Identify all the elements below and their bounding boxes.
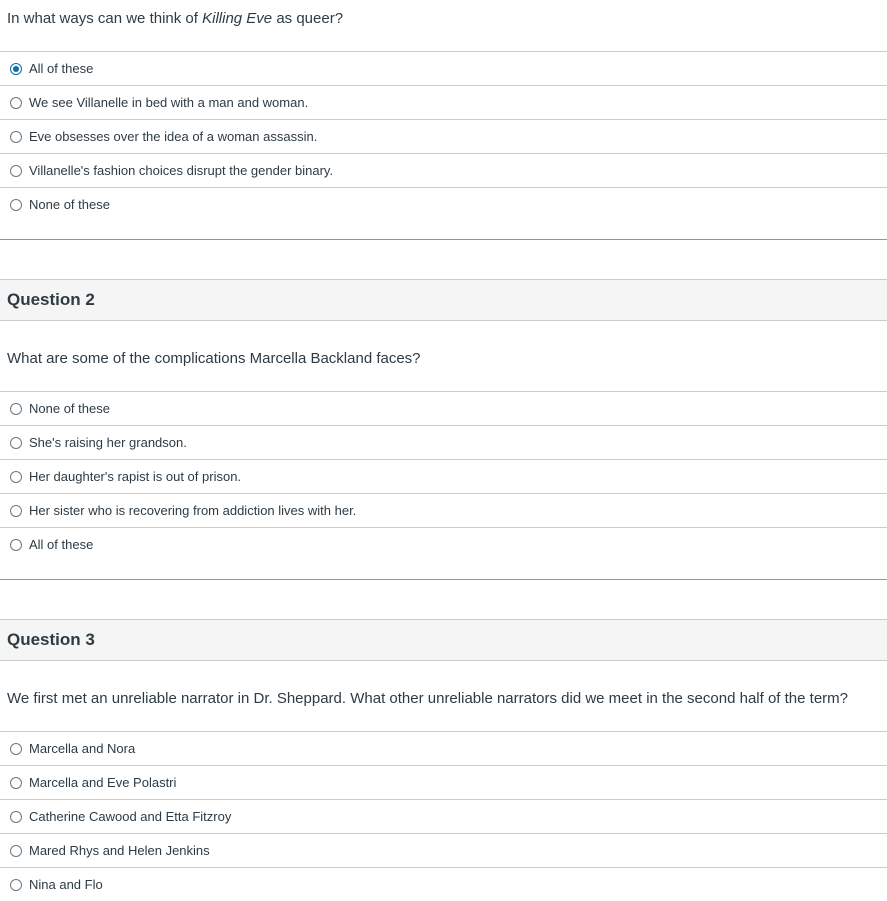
question-title: Question 3 [7,630,95,649]
radio-icon[interactable] [10,131,22,143]
answer-option[interactable]: Marcella and Nora [0,732,887,766]
answer-option[interactable]: We see Villanelle in bed with a man and woman. [0,86,887,120]
question-divider [0,239,887,240]
answer-option[interactable]: All of these [0,52,887,86]
answer-option[interactable]: Mared Rhys and Helen Jenkins [0,834,887,868]
answer-option[interactable]: None of these [0,188,887,221]
radio-icon[interactable] [10,777,22,789]
radio-icon[interactable] [10,403,22,415]
radio-icon[interactable] [10,879,22,891]
radio-icon[interactable] [10,743,22,755]
radio-icon[interactable] [10,199,22,211]
question-divider [0,579,887,580]
answer-option[interactable]: Villanelle's fashion choices disrupt the gender binary. [0,154,887,188]
question-1-answers [0,51,887,221]
answer-option[interactable]: Her sister who is recovering from addiction lives with her. [0,494,887,528]
radio-selected-icon[interactable] [10,63,22,75]
radio-icon[interactable] [10,811,22,823]
question-1-text: In what ways can we think of Killing Eve as queer? [7,10,344,27]
question-2-text: What are some of the complications Marcella Backland faces? [7,350,421,367]
answer-option[interactable]: None of these [0,392,887,426]
answer-option[interactable]: Nina and Flo [0,868,887,901]
question-3-header [0,619,887,661]
answer-option[interactable]: All of these [0,528,887,561]
question-title: Question 2 [7,290,95,309]
radio-icon[interactable] [10,165,22,177]
answer-option[interactable]: Marcella and Eve Polastri [0,766,887,800]
radio-icon[interactable] [10,437,22,449]
radio-icon[interactable] [10,505,22,517]
question-2-answers [0,391,887,561]
radio-icon[interactable] [10,539,22,551]
radio-icon[interactable] [10,97,22,109]
answer-option[interactable]: Catherine Cawood and Etta Fitzroy [0,800,887,834]
answer-option[interactable]: She's raising her grandson. [0,426,887,460]
question-3-text: We first met an unreliable narrator in Dr. Sheppard. What other unreliable narrators did we meet in the second half of the term? [7,690,848,707]
question-3-answers [0,731,887,901]
radio-icon[interactable] [10,471,22,483]
answer-option[interactable]: Her daughter's rapist is out of prison. [0,460,887,494]
answer-option[interactable]: Eve obsesses over the idea of a woman assassin. [0,120,887,154]
question-2-header [0,279,887,321]
radio-icon[interactable] [10,845,22,857]
